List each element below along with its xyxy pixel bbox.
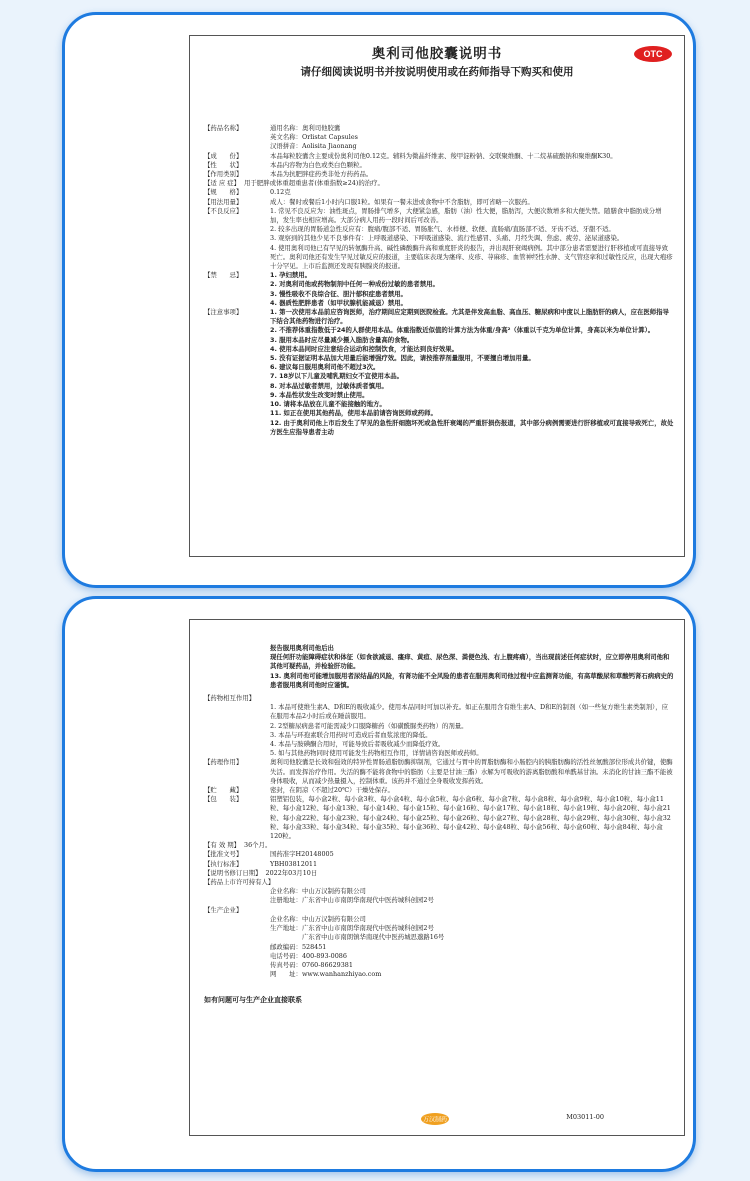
- section-list-2: [204, 694, 674, 887]
- page-card-2: [62, 596, 696, 1172]
- section-value: 36个月。: [244, 841, 272, 850]
- section-value: 用于肥胖或体重超重患者(体重指数≥24)的治疗。: [244, 179, 384, 188]
- section-label: 【有 效 期】: [204, 841, 241, 850]
- section-row: [204, 869, 674, 878]
- section-label: [204, 703, 270, 758]
- section-value: 铝塑铝包装，每小盒2粒、每小盒3粒、每小盒4粒、每小盒5粒、每小盒6粒、每小盒7粒、每小盒8粒、每小盒9粒、每小盒10粒、每小盒11粒、每小盒12粒、每小盒13粒、每小盒14粒、每小盒15粒、每小盒16粒、每小盒17粒、每小盒18粒、每小盒19粒、每小盒20粒、每小盒21粒、每小盒22粒、每小盒23粒、每小盒24粒、每小盒25粒、每小盒26粒、每小盒27粒、每小盒28粒、每小盒29粒、每小盒30粒、每小盒32粒、每小盒33粒、每小盒34粒、每小盒35粒、每小盒36粒、每小盒42粒、每小盒48粒、每小盒56粒、每小盒60粒、每小盒84粒、每小盒120粒。: [270, 795, 671, 841]
- section-row: [204, 703, 674, 758]
- section-label: 【贮 藏】: [204, 786, 243, 795]
- page-card-1: [62, 12, 696, 588]
- section-row: [204, 878, 674, 887]
- otc-badge: OTC: [634, 46, 672, 62]
- leaflet-sections-1: [204, 124, 674, 437]
- section-value: 成人：餐时或餐后1小时内口服1粒。如果有一餐未进或食物中不含脂肪，即可省略一次服药。: [270, 197, 534, 206]
- section-value: 密封，在阴凉（不超过20℃）干燥处保存。: [270, 786, 394, 795]
- section-label: 【药品名称】: [204, 124, 243, 132]
- section-row: [204, 308, 674, 437]
- section-row: [204, 758, 674, 786]
- continued-text: 报告服用奥利司他后出 现任何肝功能障碍症状和体征（如食欲减退、瘙痒、黄疸、尿色深、粪便色浅、右上腹疼痛），当出现前述任何症状时，应立即停用奥利司他和其他可疑药品，并检验肝功能。 13. 奥利司他可能增加服用者尿结晶的风险，有肾功能不全风险的患者在服用奥利司他过程中应监测肾功能，有高草酸尿和草酸钙肾石病病史的患者服用奥利司他时应谨慎。: [270, 644, 674, 689]
- section-label: 【作用类别】: [204, 170, 243, 179]
- section-value: YBH03812011: [270, 859, 318, 868]
- section-row: [204, 271, 674, 308]
- section-value: [274, 878, 674, 887]
- contact-note: 如有问题可与生产企业直接联系: [204, 996, 302, 1005]
- section-row: [204, 850, 674, 859]
- section-value: 1. 常见不良反应为：油性斑点，胃肠排气增多，大便紧急感，脂肪（油）性大便，脂肪泻，大便次数增多和大便失禁。随膳食中脂肪成分增加，发生率也相应增高。大部分病人用药一段时间后可改善。 2. 较多出现的胃肠道急性反应有：腹痛/腹部不适、胃肠胀气、水样便、软便、直肠痛/直肠部不适、牙齿不适、牙龈不适。 3. 观察到的其他少见不良事件有：上呼吸道感染、下呼吸道感染、流行性感冒、头痛、月经失调、焦虑、疲劳、泌尿道感染。 4. 使用奥利司他已有罕见的转氨酶升高、碱性磷酸酶升高和重度肝炎的报告，并出现肝衰竭病例。其中部分患者需要进行肝移植或可直接导致死亡。奥利司他还有发生罕见过敏反应的报道，主要临床表现为瘙痒、皮疹、荨麻疹、血管神经性水肿、支气管痉挛和过敏性反应，出现大疱疹十分罕见。上市后监测还发现有胰腺炎的报道。: [270, 206, 673, 271]
- document-code: M03011-00: [566, 1113, 604, 1121]
- producer-info: 企业名称：中山万汉制药有限公司 生产地址：广东省中山市南朗华南现代中医药城科创园2号 广东省中山市南朗镇华南现代中医药城思邈路16号 邮政编码：528451 电话号码：400-893-0086 传真号码：0760-86629381 网 址：www.wanhanzhiyao.com: [270, 914, 445, 979]
- section-label: 【适 应 症】: [204, 179, 241, 188]
- section-label: 【注意事项】: [204, 308, 243, 317]
- leaflet-page-2: [189, 619, 685, 1136]
- section-value: 1. 第一次使用本品前应咨询医师，治疗期间应定期到医院检查。尤其是伴发高血脂、高血压、糖尿病和中度以上脂肪肝的病人，应在医师指导下结合其他药物进行治疗。 2. 不推荐体重指数低于24的人群使用本品。体重指数近似值的计算方法为体重/身高²（体重以千克为单位计算，身高以米为单位计算）。 3. 服用本品时应尽量减少摄入脂肪含量高的食物。 4. 使用本品同时应注意结合运动和控制饮食，才能达到良好效果。 5. 没有证据证明本品加大用量后能增强疗效。因此，请按推荐剂量服用，不要擅自增加用量。 6. 建议每日服用奥利司他不超过3次。 7. 18岁以下儿童及哺乳期妇女不宜使用本品。 8. 对本品过敏者禁用，过敏体质者慎用。 9. 本品性状发生改变时禁止使用。 10. 请将本品放在儿童不能接触的地方。 11. 如正在使用其他药品，使用本品前请咨询医师或药师。 12. 由于奥利司他上市后发生了罕见的急性肝细胞坏死或急性肝衰竭的严重肝损伤报道，其中部分病例需要进行肝移植或可直接导致死亡，故处方医生应指导患者主动: [270, 308, 674, 436]
- leaflet-page-1: [189, 35, 685, 557]
- section-row: [204, 170, 674, 179]
- section-value: [255, 694, 674, 703]
- section-label: 【药理作用】: [204, 758, 243, 767]
- section-row: [204, 795, 674, 841]
- section-label: 【执行标准】: [204, 859, 243, 868]
- section-row: [204, 124, 674, 152]
- holder-info: 企业名称：中山万汉制药有限公司 注册地址：广东省中山市南朗华南现代中医药城科创园2号: [270, 887, 434, 905]
- section-label: 【包 装】: [204, 795, 243, 804]
- section-label: 【不良反应】: [204, 206, 243, 215]
- section-value: 本品内容物为白色或类白色颗粒。: [270, 160, 366, 169]
- section-label: 【规 格】: [204, 188, 243, 197]
- section-label: 【用法用量】: [204, 197, 243, 206]
- section-value: 本品为抗肥胖症药类非处方药药品。: [270, 170, 373, 179]
- section-label: 【药物相互作用】: [204, 694, 256, 703]
- section-row: [204, 207, 674, 271]
- section-value: 0.12克: [270, 188, 291, 197]
- section-label: 【批准文号】: [204, 850, 243, 859]
- company-logo: [420, 1111, 450, 1125]
- section-value: 通用名称：奥利司他胶囊 英文名称：Orlistat Capsules 汉语拼音：Aolisita Jiaonang: [270, 124, 358, 151]
- section-row: [204, 198, 674, 207]
- section-row: [204, 152, 674, 161]
- section-value: 本品每粒胶囊含主要成份奥利司他0.12克。辅料为微晶纤维素、羧甲淀粉钠、交联聚维酮、十二烷基硫酸钠和聚维酮K30。: [270, 151, 617, 160]
- document-subtitle: 请仔细阅读说明书并按说明使用或在药师指导下购买和使用: [300, 66, 574, 78]
- section-row: [204, 161, 674, 170]
- logo-text: 万汉制药: [422, 1116, 448, 1124]
- section-row: [204, 786, 674, 795]
- section-label: 【药品上市许可持有人】: [204, 878, 275, 887]
- section-label: 【禁 忌】: [204, 271, 243, 280]
- section-value: 国药准字H20148005: [270, 850, 334, 859]
- section-row: [204, 694, 674, 703]
- document-title: 奥利司他胶囊说明书: [371, 46, 503, 62]
- leaflet-sections-2: [204, 644, 674, 1005]
- section-row: [204, 860, 674, 869]
- section-value: 1. 本品可使维生素A、D和E的吸收减少。使用本品同时可加以补充。如正在服用含有维生素A、D和E的制剂（如一些复方维生素类制剂），应在服用本品2小时后或在睡前服用。 2. 2型糖尿病患者可能需减少口服降糖药（如磺酰脲类药物）的剂量。 3. 本品与环孢素联合用药时可造成后者血浆浓度的降低。 4. 本品与胺碘酮合用时，可能导致后者吸收减少而降低疗效。 5. 如与其他药物同时使用可能发生药物相互作用，详情请咨询医师或药师。: [270, 703, 668, 758]
- section-value: 2022年03月10日: [265, 868, 318, 877]
- section-label: 【说明书修订日期】: [204, 868, 262, 877]
- section-row: [204, 188, 674, 197]
- section-label: 【成 份】: [204, 151, 243, 160]
- producer-section: [204, 906, 674, 915]
- section-value: 1. 孕妇禁用。 2. 对奥利司他或药物制剂中任何一种成份过敏的患者禁用。 3. 慢性吸收不良综合征、胆汁郁积症患者禁用。 4. 器质性肥胖患者（如甲状腺机能减退）禁用。: [270, 271, 439, 307]
- producer-label: 【生产企业】: [204, 905, 243, 914]
- section-label: 【性 状】: [204, 160, 243, 169]
- section-value: 奥利司他胶囊是长效和强效的特异性胃肠道脂肪酶抑制剂，它通过与胃中的胃脂肪酶和小肠腔内的胰脂肪酶的活性丝氨酸部位形成共价键，使酶失活。而发挥治疗作用。失活的酶不能将食物中的脂肪（主要是甘油三酯）水解为可吸收的游离脂肪酸和单酰基甘油。未消化的甘油三酯不能被身体吸收，从而减少热量摄入，控制体重。该药并不通过全身吸收发挥药效。: [270, 758, 673, 785]
